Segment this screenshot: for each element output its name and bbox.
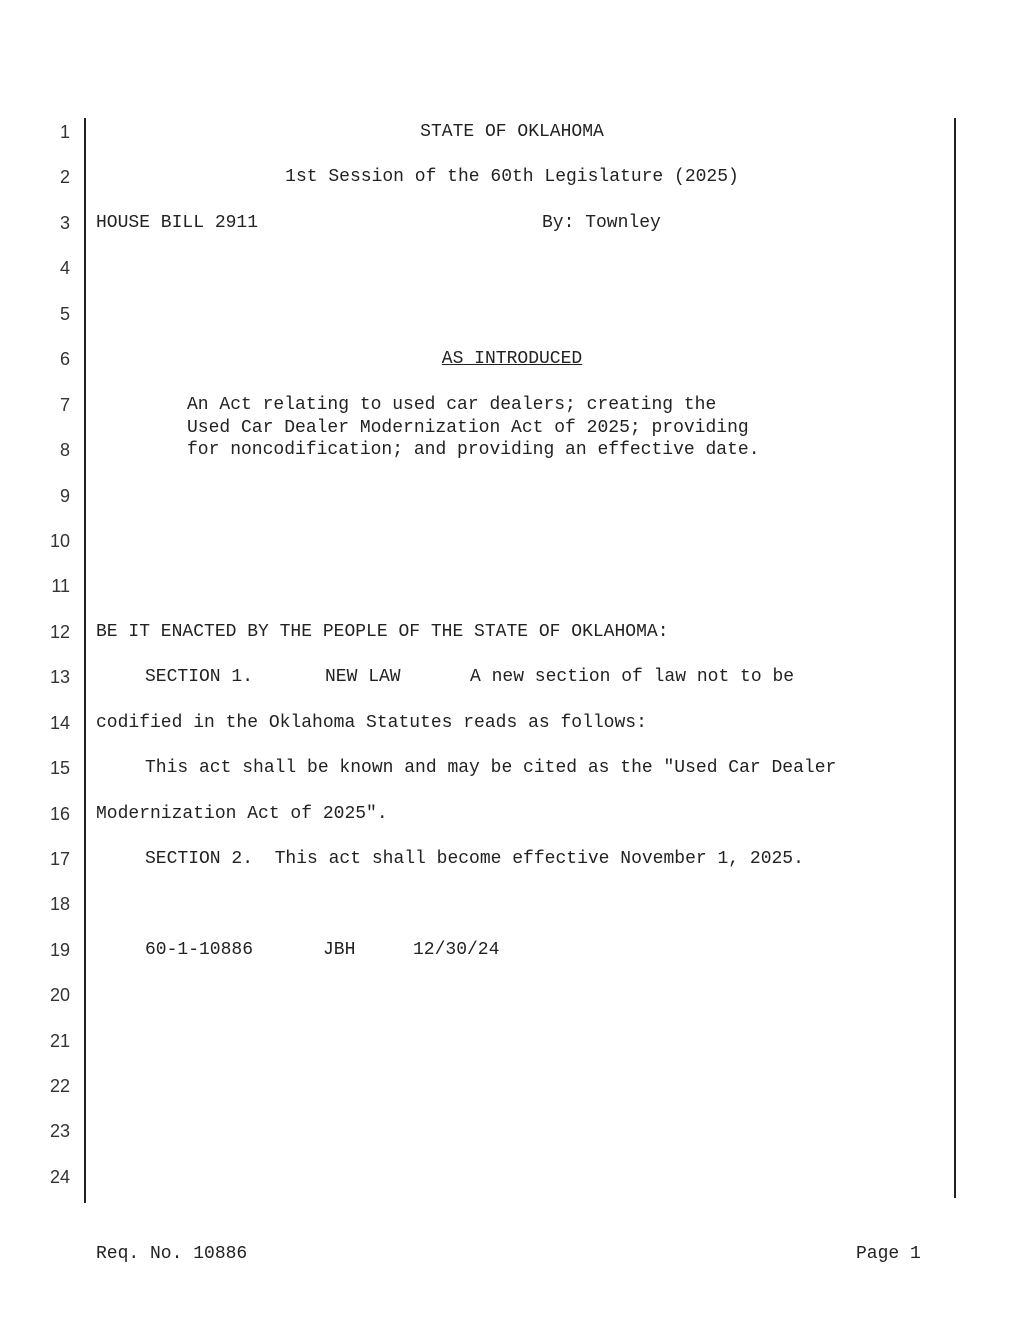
right-margin-rule xyxy=(954,118,956,1198)
line-number: 3 xyxy=(59,213,70,233)
bill-author: By: Townley xyxy=(542,213,661,233)
state-heading: STATE OF OKLAHOMA xyxy=(420,122,604,142)
line-number: 6 xyxy=(59,349,70,369)
line-number: 5 xyxy=(59,304,70,324)
line-number: 11 xyxy=(51,576,70,596)
line-number: 16 xyxy=(49,804,70,824)
line-number: 12 xyxy=(49,622,70,642)
line-number: 18 xyxy=(49,894,70,914)
section1-body-cont: Modernization Act of 2025". xyxy=(96,804,388,824)
section1-law-type: NEW LAW xyxy=(325,667,401,687)
line-number: 15 xyxy=(49,758,70,778)
section2-text: SECTION 2. This act shall become effective November 1, 2025. xyxy=(145,849,804,869)
line-number: 2 xyxy=(59,167,70,187)
session-heading: 1st Session of the 60th Legislature (2025) xyxy=(285,167,739,187)
footer-req-no: Req. No. 10886 xyxy=(96,1244,248,1264)
enacting-clause: BE IT ENACTED BY THE PEOPLE OF THE STATE OF OKLAHOMA: xyxy=(96,622,669,642)
draft-date: 12/30/24 xyxy=(413,940,500,960)
footer-page-number: Page 1 xyxy=(856,1244,921,1264)
line-number: 4 xyxy=(59,258,70,278)
title-line: Used Car Dealer Modernization Act of 2025; providing xyxy=(187,418,749,438)
title-line: An Act relating to used car dealers; creating the xyxy=(187,395,717,415)
section1-intro-cont: codified in the Oklahoma Statutes reads as follows: xyxy=(96,713,647,733)
title-line: for noncodification; and providing an effective date. xyxy=(187,440,760,460)
bill-number: HOUSE BILL 2911 xyxy=(96,213,259,233)
line-number: 10 xyxy=(49,531,70,551)
line-number: 14 xyxy=(49,713,70,733)
line-number: 24 xyxy=(49,1167,70,1187)
status-heading: AS INTRODUCED xyxy=(441,349,583,369)
drafter-initials: JBH xyxy=(323,940,356,960)
line-number: 7 xyxy=(59,395,70,415)
request-number: 60-1-10886 xyxy=(145,940,254,960)
line-number: 8 xyxy=(59,440,70,460)
line-number: 13 xyxy=(49,667,70,687)
section1-label: SECTION 1. xyxy=(145,667,254,687)
section1-body: This act shall be known and may be cited as the "Used Car Dealer xyxy=(145,758,837,778)
section1-intro: A new section of law not to be xyxy=(470,667,795,687)
line-number: 22 xyxy=(49,1076,70,1096)
line-number: 1 xyxy=(59,122,70,142)
line-number: 21 xyxy=(49,1031,70,1051)
line-number: 17 xyxy=(49,849,70,869)
line-number: 19 xyxy=(49,940,70,960)
line-number: 20 xyxy=(49,985,70,1005)
line-number: 23 xyxy=(49,1121,70,1141)
line-number: 9 xyxy=(59,486,70,506)
left-margin-rule xyxy=(84,118,86,1203)
